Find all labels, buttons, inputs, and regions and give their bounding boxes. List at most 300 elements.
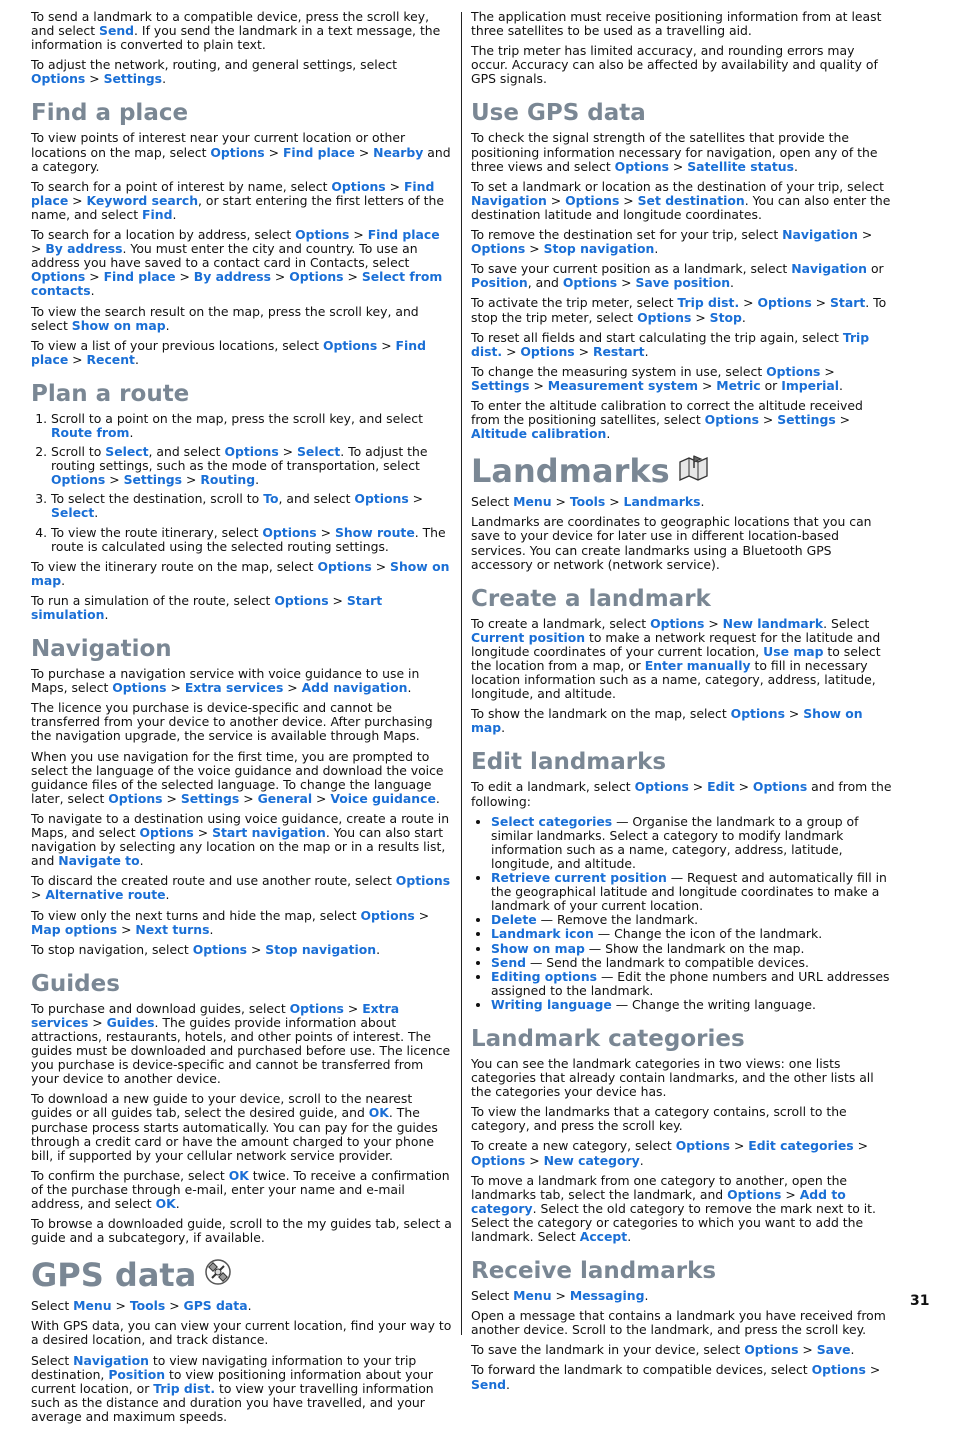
menu-path-link: Routing: [200, 472, 256, 488]
text-run: Select: [31, 1298, 74, 1314]
text-run: To show the landmark on the map, select: [471, 706, 731, 722]
menu-path-link: Find place: [103, 269, 176, 285]
text-run: to view navigating information to your trip destination,: [31, 1352, 417, 1382]
page-number: 31: [910, 1293, 930, 1309]
menu-path-link: Trip dist.: [677, 295, 740, 311]
menu-path-link: Options: [637, 309, 692, 325]
menu-path-link: Find: [142, 206, 173, 222]
text-run: To forward the landmark to compatible devices, select: [471, 1362, 812, 1378]
text-run: To select the destination, scroll to: [51, 491, 264, 507]
menu-path-link: Landmarks: [623, 494, 701, 510]
text-run: To edit a landmark, select: [471, 779, 635, 795]
path-separator: >: [175, 269, 194, 285]
text-run: .: [165, 317, 170, 333]
column-divider: [461, 12, 462, 1335]
paragraph: [31, 131, 453, 173]
paragraph: [471, 515, 894, 571]
menu-path-link: Options: [331, 178, 386, 194]
menu-path-link: Measurement system: [547, 377, 699, 393]
menu-path-link: Send: [471, 1376, 507, 1392]
text-run: . The purchase process starts automatically. You can pay for the guides through a credit card or have the amount charged to your phone bill, if supported by your cellular network service provider.: [31, 1105, 438, 1163]
menu-path-link: Options: [704, 412, 759, 428]
paragraph: [471, 1289, 894, 1303]
menu-path-link: Enter manually: [644, 658, 751, 673]
text-run: . If you send the landmark in a text message, the information is converted to plain text.: [31, 23, 441, 53]
menu-path-link: To: [263, 491, 279, 507]
menu-path-link: Tools: [129, 1298, 166, 1314]
paragraph: [471, 331, 894, 359]
text-run: Scroll to a point on the map, press the scroll key, and select: [51, 410, 423, 426]
path-separator: >: [414, 907, 430, 923]
menu-path-link: Map options: [31, 921, 118, 937]
text-run: To check the signal strength of the satellites that provide the positioning information necessary for navigation, open any of the three views and select: [471, 130, 878, 174]
menu-path-link: Stop navigation: [543, 241, 655, 257]
path-separator: >: [546, 192, 566, 208]
menu-path-link: Options: [274, 592, 329, 608]
text-run: To remove the destination set for your trip, select: [471, 227, 783, 243]
landmarks-icon: [678, 453, 710, 489]
path-separator: >: [283, 680, 302, 696]
path-separator: >: [529, 377, 548, 393]
chapter-heading-gps-data: [31, 1257, 453, 1293]
path-separator: >: [811, 295, 830, 311]
path-separator: >: [165, 1298, 184, 1314]
menu-path-link: Select: [297, 444, 341, 460]
menu-path-link: New landmark: [722, 615, 824, 631]
path-separator: >: [68, 192, 87, 208]
menu-path-link: Menu: [73, 1298, 112, 1314]
edit-options-list: [471, 815, 894, 1012]
text-run: to view positioning information about your current location, or: [31, 1366, 434, 1396]
text-run: . You can also enter the destination latitude and longitude coordinates.: [471, 192, 891, 222]
path-separator: >: [781, 1186, 800, 1202]
menu-path-link: Start: [830, 295, 866, 311]
text-run: To enter the altitude calibration to correct the altitude received from the positioning satellites, select: [471, 397, 863, 428]
menu-path-link: Options: [289, 1000, 344, 1016]
menu-path-link: General: [257, 790, 313, 806]
section-heading-create-landmark: Create a landmark: [471, 585, 711, 612]
menu-path-link: Settings: [123, 472, 183, 488]
route-steps-list: [31, 412, 453, 554]
list-item: [491, 998, 894, 1012]
menu-path-link: Options: [730, 706, 785, 722]
path-separator: >: [105, 472, 124, 488]
menu-path-link: Select from contacts: [31, 269, 443, 299]
text-run: .: [850, 1342, 855, 1358]
menu-path-link: Send: [491, 954, 527, 970]
text-run: To view points of interest near your current location or other locations on the map, select: [31, 130, 406, 160]
menu-path-link: Navigate to: [58, 853, 140, 869]
menu-path-link: Options: [520, 343, 575, 359]
text-run: and from the following:: [471, 779, 892, 809]
path-separator: >: [328, 592, 347, 608]
text-run: — Request and automatically fill in the geographical latitude and longitude coordinates to make a landmark of your current location.: [491, 870, 887, 914]
text-run: You can see the landmark categories in two views: one lists categories that already contain landmarks, and the other lists all the categories your device has.: [471, 1055, 874, 1100]
text-run: to select the location from a map, or: [471, 643, 881, 673]
paragraph: [471, 617, 894, 702]
menu-path-link: Stop: [709, 309, 742, 325]
text-run: Landmarks are coordinates to geographic locations that you can save to your device for later use in different location-based services. You can create landmarks using a Bluetooth GPS accessory or network (network service).: [471, 514, 872, 572]
text-run: To search for a location by address, select: [31, 227, 296, 243]
path-separator: >: [865, 1362, 881, 1378]
text-run: .: [506, 1376, 510, 1392]
menu-path-link: Options: [322, 337, 378, 353]
paragraph: [31, 874, 453, 902]
text-run: .: [639, 1152, 644, 1168]
text-run: When you use navigation for the first time, you are prompted to select the language of the voice guidance and download the voice guidance files of the selected language. To change the language later, select: [31, 748, 444, 806]
path-separator: >: [31, 241, 46, 257]
text-run: .: [165, 887, 170, 903]
menu-path-link: Options: [31, 71, 86, 87]
path-separator: >: [182, 472, 201, 488]
text-run: twice. To receive a confirmation of the purchase through e-mail, enter your name and e-mail address, and select: [31, 1167, 450, 1211]
text-run: .: [162, 71, 167, 87]
text-run: to fill in necessary location information such as a name, category, address, latitude, longitude, and altitude.: [471, 658, 876, 702]
menu-path-link: Show on map: [471, 706, 863, 736]
text-run: and a category.: [31, 144, 451, 174]
menu-path-link: Guides: [106, 1014, 155, 1030]
path-separator: >: [835, 412, 851, 428]
text-run: .: [606, 426, 611, 442]
text-run: .: [435, 790, 440, 806]
path-separator: >: [111, 1298, 130, 1314]
paragraph: [471, 365, 894, 393]
text-run: .: [94, 505, 99, 521]
path-separator: >: [31, 887, 46, 903]
text-run: To view the itinerary route on the map, select: [31, 558, 318, 574]
path-separator: >: [704, 615, 723, 631]
paragraph: [471, 10, 894, 38]
path-separator: >: [117, 921, 136, 937]
text-run: , or start entering the first letters of the name, and select: [31, 192, 445, 222]
menu-path-link: GPS data: [183, 1298, 248, 1314]
path-separator: >: [857, 227, 873, 243]
text-run: .: [134, 351, 139, 367]
paragraph: [31, 1169, 453, 1211]
text-run: .: [644, 343, 649, 359]
text-run: To save the landmark in your device, select: [471, 1342, 745, 1358]
path-separator: >: [385, 178, 404, 194]
menu-path-link: By address: [193, 269, 271, 285]
menu-path-link: Recent: [86, 351, 135, 367]
paragraph: [471, 262, 894, 290]
paragraph: [471, 1363, 894, 1391]
list-item: [51, 412, 453, 440]
list-item: [491, 942, 894, 956]
menu-path-link: Find place: [282, 144, 355, 160]
menu-path-link: Altitude calibration: [471, 426, 607, 442]
menu-path-link: Metric: [716, 377, 761, 393]
section-heading-guides: Guides: [31, 970, 120, 997]
text-run: Select: [471, 1288, 514, 1304]
paragraph: [31, 594, 453, 622]
menu-path-link: Editing options: [491, 968, 598, 984]
path-separator: >: [166, 680, 185, 696]
paragraph: [31, 909, 453, 937]
menu-path-link: Options: [675, 1138, 731, 1154]
text-run: To purchase and download guides, select: [31, 1000, 290, 1016]
path-separator: >: [377, 337, 396, 353]
paragraph: [31, 228, 453, 298]
path-separator: >: [525, 1152, 544, 1168]
text-run: The trip meter has limited accuracy, and rounding errors may occur. Accuracy can also be affected by availability and quality of GPS signals.: [471, 43, 878, 87]
menu-path-link: Options: [317, 558, 372, 574]
path-separator: >: [574, 343, 593, 359]
menu-path-link: Messaging: [569, 1288, 645, 1304]
paragraph: [31, 1319, 453, 1347]
text-run: , and select: [278, 491, 355, 507]
text-run: — Show the landmark on the map.: [584, 940, 805, 956]
menu-path-link: Options: [727, 1186, 782, 1202]
menu-path-link: Options: [766, 363, 821, 379]
text-run: .: [129, 424, 134, 440]
menu-path-link: Start simulation: [31, 592, 383, 622]
path-separator: >: [343, 1000, 363, 1016]
paragraph: [31, 560, 453, 588]
paragraph: [31, 812, 453, 868]
menu-path-link: Settings: [180, 790, 240, 806]
text-run: .: [104, 607, 109, 622]
text-run: . Select the old category to remove the mark next to it. Select the category or categories to which you want to add the landmark. Select: [471, 1200, 876, 1244]
paragraph: [471, 1343, 894, 1357]
menu-path-link: Save position: [635, 275, 731, 291]
menu-path-link: Options: [224, 444, 279, 460]
list-item: [491, 871, 894, 913]
path-separator: >: [371, 558, 391, 574]
text-run: To navigate to a destination using voice guidance, create a route in Maps, and select: [31, 810, 450, 841]
text-run: to view your travelling information such as the distance and duration you have travelled, and your average and maximum speeds.: [31, 1380, 434, 1424]
text-run: . To stop the trip meter, select: [471, 295, 887, 325]
list-item: [51, 445, 453, 487]
text-run: To run a simulation of the route, select: [31, 592, 275, 608]
menu-path-link: Options: [139, 825, 194, 841]
text-run: To send a landmark to a compatible device, press the scroll key, and select: [31, 9, 430, 39]
text-run: — Remove the landmark.: [536, 912, 699, 928]
text-run: — Edit the phone numbers and URL addresses assigned to the landmark.: [491, 968, 890, 998]
text-run: To view the search result on the map, press the scroll key, and select: [31, 303, 419, 333]
chapter-title: GPS data: [31, 1256, 197, 1295]
list-item: [491, 970, 894, 998]
menu-path-link: Options: [360, 907, 415, 923]
menu-path-link: Landmark icon: [491, 926, 594, 942]
path-separator: >: [853, 1138, 868, 1154]
menu-path-link: Stop navigation: [265, 941, 377, 957]
menu-path-link: Writing language: [491, 996, 612, 1012]
menu-path-link: Menu: [513, 494, 552, 510]
menu-path-link: Options: [565, 192, 620, 208]
list-item: [51, 492, 453, 520]
menu-path-link: Edit: [707, 779, 735, 795]
menu-path-link: Position: [108, 1366, 166, 1382]
text-run: Scroll to: [51, 444, 106, 460]
path-separator: >: [551, 494, 570, 510]
chapter-heading-landmarks: [471, 453, 894, 489]
list-item: [491, 815, 894, 871]
path-separator: >: [784, 706, 804, 722]
menu-path-link: Restart: [592, 343, 645, 359]
text-run: To move a landmark from one category to another, open the landmarks tab, select the landmark, and: [471, 1172, 848, 1202]
menu-path-link: Options: [289, 269, 344, 285]
menu-path-link: Extra services: [31, 1000, 400, 1030]
path-separator: >: [88, 1014, 107, 1030]
menu-path-link: Options: [354, 491, 409, 507]
path-separator: >: [691, 309, 710, 325]
path-separator: >: [617, 275, 636, 291]
path-separator: >: [605, 494, 624, 510]
menu-path-link: Menu: [513, 1288, 552, 1304]
menu-path-link: Add navigation: [301, 680, 408, 696]
paragraph: [31, 943, 453, 957]
menu-path-link: Select: [105, 444, 149, 460]
text-run: To change the measuring system in use, select: [471, 363, 767, 379]
path-separator: >: [193, 825, 213, 841]
list-item: [491, 956, 894, 970]
section-heading-find-place: Find a place: [31, 100, 189, 127]
menu-path-link: OK: [228, 1167, 249, 1183]
menu-path-link: Navigation: [73, 1352, 149, 1368]
paragraph: [31, 180, 453, 222]
menu-path-link: Options: [395, 873, 451, 889]
menu-path-link: Keyword search: [86, 192, 199, 208]
section-heading-use-gps: Use GPS data: [471, 100, 646, 127]
menu-path-link: Find place: [31, 337, 426, 367]
text-run: , and: [527, 275, 563, 291]
paragraph: [471, 1057, 894, 1099]
menu-path-link: Retrieve current position: [491, 870, 667, 886]
path-separator: >: [247, 941, 266, 957]
text-run: To view a list of your previous locations, select: [31, 337, 323, 353]
text-run: Select: [31, 1352, 74, 1368]
text-run: . You can also start navigation by selecting any location on the map or in a results list, and: [31, 825, 446, 869]
menu-path-link: Show on map: [31, 558, 450, 588]
text-run: To search for a point of interest by name, select: [31, 178, 332, 194]
paragraph: [471, 131, 894, 173]
left-column: [31, 10, 453, 1430]
text-run: .: [376, 941, 381, 957]
menu-path-link: Trip dist.: [471, 329, 870, 359]
menu-path-link: Show route: [334, 524, 415, 540]
paragraph: [471, 399, 894, 441]
text-run: .: [627, 1229, 632, 1244]
paragraph: [31, 701, 453, 743]
text-run: To activate the trip meter, select: [471, 295, 678, 311]
text-run: . Select: [823, 615, 870, 631]
menu-path-link: Options: [108, 790, 163, 806]
text-run: To download a new guide to your device, scroll to the nearest guides or all guides tab, select the desired guide, and: [31, 1091, 413, 1121]
menu-path-link: Options: [51, 472, 106, 488]
text-run: to make a network request for the latitude and longitude coordinates of your current location,: [471, 629, 881, 659]
text-run: .: [794, 158, 798, 174]
text-run: . The route is calculated using the selected routing settings.: [51, 524, 446, 554]
chapter-title: Landmarks: [471, 452, 670, 491]
text-run: Select: [471, 494, 514, 510]
menu-path-link: Settings: [777, 412, 836, 428]
menu-path-link: Select categories: [491, 813, 613, 829]
text-run: .: [247, 1298, 252, 1314]
menu-path-link: Current position: [471, 629, 586, 645]
text-run: To view only the next turns and hide the map, select: [31, 907, 361, 923]
menu-path-link: New category: [543, 1152, 640, 1168]
menu-path-link: Options: [295, 227, 350, 243]
paragraph: [471, 1139, 894, 1167]
menu-path-link: Set destination: [637, 192, 745, 208]
path-separator: >: [354, 144, 374, 160]
path-separator: >: [758, 412, 778, 428]
paragraph: [31, 1002, 453, 1087]
menu-path-link: Accept: [579, 1229, 628, 1244]
text-run: .: [172, 206, 177, 222]
paragraph: [31, 1217, 453, 1245]
text-run: To save your current position as a landmark, select: [471, 261, 792, 277]
text-run: .: [255, 472, 260, 488]
text-run: .: [175, 1196, 180, 1211]
menu-path-link: Alternative route: [45, 887, 166, 903]
path-separator: >: [264, 144, 283, 160]
path-separator: >: [798, 1342, 817, 1358]
text-run: To browse a downloaded guide, scroll to the my guides tab, select a guide and a subcategory, if available.: [31, 1216, 452, 1246]
menu-path-link: Use map: [763, 643, 824, 659]
path-separator: >: [68, 351, 87, 367]
paragraph: [471, 780, 894, 808]
paragraph: [471, 495, 894, 509]
text-run: or: [867, 261, 884, 277]
list-item: [51, 526, 453, 554]
text-run: The application must receive positioning information from at least three satellites to be used as a travelling aid.: [471, 9, 882, 39]
text-run: — Organise the landmark to a group of similar landmarks. Select a category to modify landmark information such as a name, category, address, latitude, longitude, and altitude.: [491, 813, 859, 871]
menu-path-link: Options: [634, 779, 689, 795]
path-separator: >: [312, 790, 331, 806]
paragraph: [31, 339, 453, 367]
text-run: To discard the created route and use another route, select: [31, 873, 396, 889]
menu-path-link: Options: [262, 524, 317, 540]
path-separator: >: [239, 790, 258, 806]
menu-path-link: Save: [816, 1342, 851, 1358]
menu-path-link: Add to category: [471, 1186, 846, 1216]
text-run: To purchase a navigation service with voice guidance to use in Maps, select: [31, 666, 420, 696]
menu-path-link: Find place: [31, 178, 435, 208]
text-run: . To adjust the routing settings, such as the mode of transportation, select: [51, 444, 428, 474]
paragraph: [31, 1354, 453, 1424]
menu-path-link: Options: [562, 275, 618, 291]
path-separator: >: [668, 158, 688, 174]
paragraph: [471, 1309, 894, 1337]
paragraph: [31, 750, 453, 806]
text-run: .: [501, 720, 506, 736]
satellite-icon: [204, 1257, 232, 1293]
section-heading-receive-landmarks: Receive landmarks: [471, 1258, 717, 1285]
text-run: To create a landmark, select: [471, 615, 651, 631]
paragraph: [471, 1174, 894, 1244]
text-run: To stop navigation, select: [31, 941, 193, 957]
text-run: .: [407, 680, 412, 696]
menu-path-link: Select: [51, 505, 95, 521]
path-separator: >: [820, 363, 835, 379]
menu-path-link: Show on map: [71, 317, 166, 333]
menu-path-link: Start navigation: [212, 825, 326, 841]
menu-path-link: Show on map: [491, 940, 585, 956]
paragraph: [471, 44, 894, 86]
menu-path-link: Options: [650, 615, 705, 631]
path-separator: >: [739, 295, 758, 311]
path-separator: >: [408, 491, 424, 507]
path-separator: >: [343, 269, 362, 285]
path-separator: >: [698, 377, 717, 393]
path-separator: >: [316, 524, 335, 540]
menu-path-link: Next turns: [135, 921, 210, 937]
list-item: [491, 913, 894, 927]
menu-path-link: Find place: [367, 227, 440, 243]
paragraph: [31, 1299, 453, 1313]
